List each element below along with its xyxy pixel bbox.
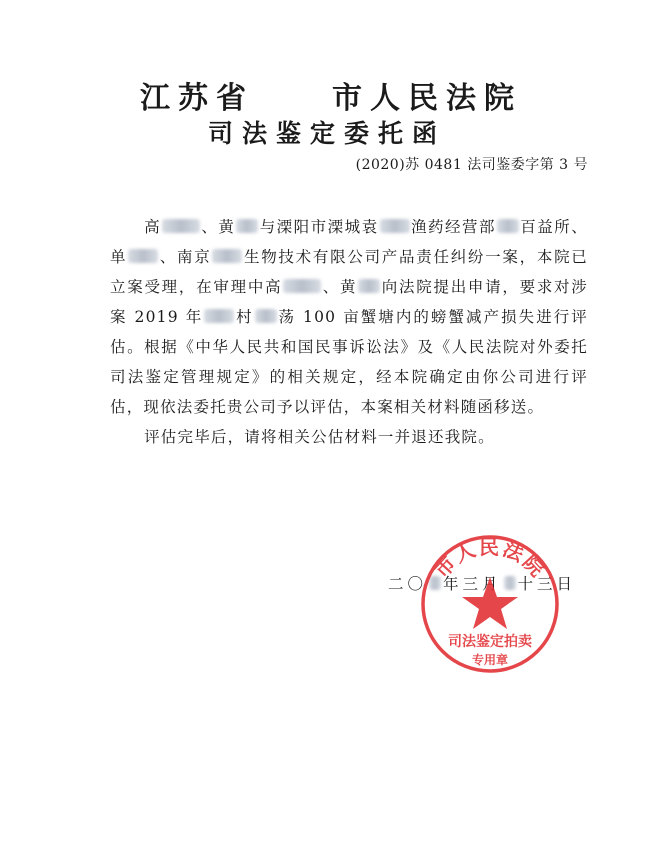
letter-body [110,212,588,452]
redacted-name [212,249,242,263]
redacted-name [497,219,519,233]
stamp-top-text: 市人民法院 [429,534,551,583]
document-title-court: 江苏省 市人民法院 [140,81,522,116]
redacted-place [255,309,277,323]
document-title-type: 司法鉴定委托函 [208,119,447,148]
redacted-name [283,279,321,293]
redacted-name [236,219,258,233]
redacted-name [162,219,200,233]
paragraph-1: 高 、黄 与溧阳市溧城袁 渔药经营部 百益所、单 、南京 生物技术有限公司产品责任纠纷一案，本院已立案受理，在审理中高 、黄 向法院提出申请，要求对涉案 2019 年 村 荡 100 亩蟹塘内的螃蟹减产损失进行评估。根据《中华人民共和国民事诉讼法》及《人民法院对外委托司法鉴定管理规定》的相关规定，经本院确定由你公司进行评估，现依法委托贵公司予以评估，本案相关材料随函移送。 [110,218,588,416]
document-date: 二〇 年三月 十三日 [388,575,577,593]
stamp-bottom-text: 专用章 [471,653,509,667]
stamp-star-icon [462,577,518,629]
redacted-name [128,249,158,263]
paragraph-2: 评估完毕后，请将相关公估材料一并退还我院。 [144,428,495,446]
redacted-place [204,309,234,323]
document-number: (2020)苏 0481 法司鉴委字第 3 号 [355,157,588,173]
redacted-name [358,279,380,293]
stamp-middle-text: 司法鉴定拍卖 [448,634,532,650]
redacted-name [380,219,410,233]
court-seal-stamp [419,533,561,675]
